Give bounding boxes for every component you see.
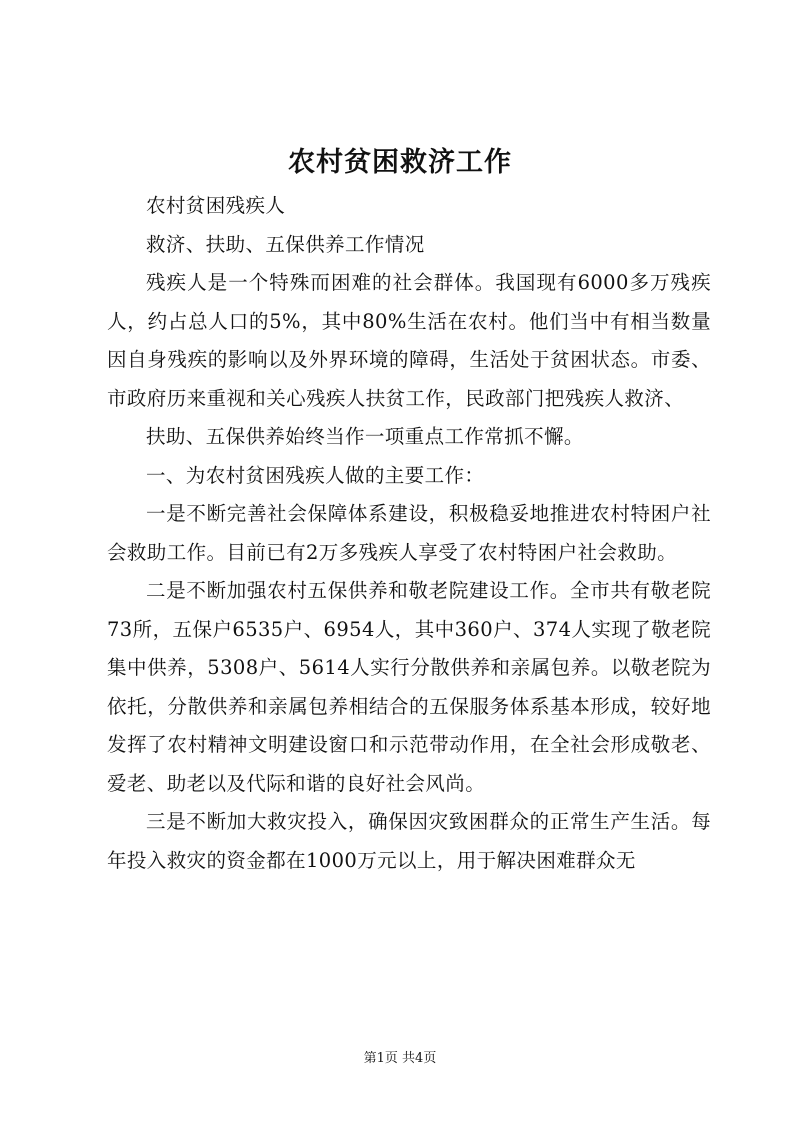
paragraph-subtitle-1: 农村贫困残疾人 [146, 194, 286, 217]
paragraph-point-3: 三是不断加大救灾投入，确保因灾致困群众的正常生产生活。每年投入救灾的资金都在1000万元以上，用于解决困难群众无 [107, 810, 711, 872]
document-body [107, 187, 711, 880]
page-footer: 第1页 共4页 [363, 1051, 437, 1066]
paragraph-subtitle-2: 救济、扶助、五保供养工作情况 [146, 232, 425, 256]
paragraph-point-2: 二是不断加强农村五保供养和敬老院建设工作。全市共有敬老院73所，五保户6535户、6954人，其中360户、374人实现了敬老院集中供养，5308户、5614人实行分散供养和亲属包养。以敬老院为依托，分散供养和亲属包养相结合的五保服务体系基本形成，较好地发挥了农村精神文明建设窗口和示范带动作用，在全社会形成敬老、爱老、助老以及代际和谐的良好社会风尚。 [107, 579, 711, 795]
paragraph-point-1: 一是不断完善社会保障体系建设，积极稳妥地推进农村特困户社会救助工作。目前已有2万多残疾人享受了农村特困户社会救助。 [107, 502, 711, 564]
section-heading: 一、为农村贫困残疾人做的主要工作： [146, 463, 485, 487]
paragraph-intro: 残疾人是一个特殊而困难的社会群体。我国现有6000多万残疾人，约占总人口的5%，其中80%生活在农村。他们当中有相当数量因自身残疾的影响以及外界环境的障碍，生活处于贫困状态。市委、市政府历来重视和关心残疾人扶贫工作，民政部门把残疾人救济、 [107, 271, 711, 410]
document-title: 农村贫困救济工作 [288, 147, 512, 178]
paragraph-continuation: 扶助、五保供养始终当作一项重点工作常抓不懈。 [146, 425, 584, 448]
